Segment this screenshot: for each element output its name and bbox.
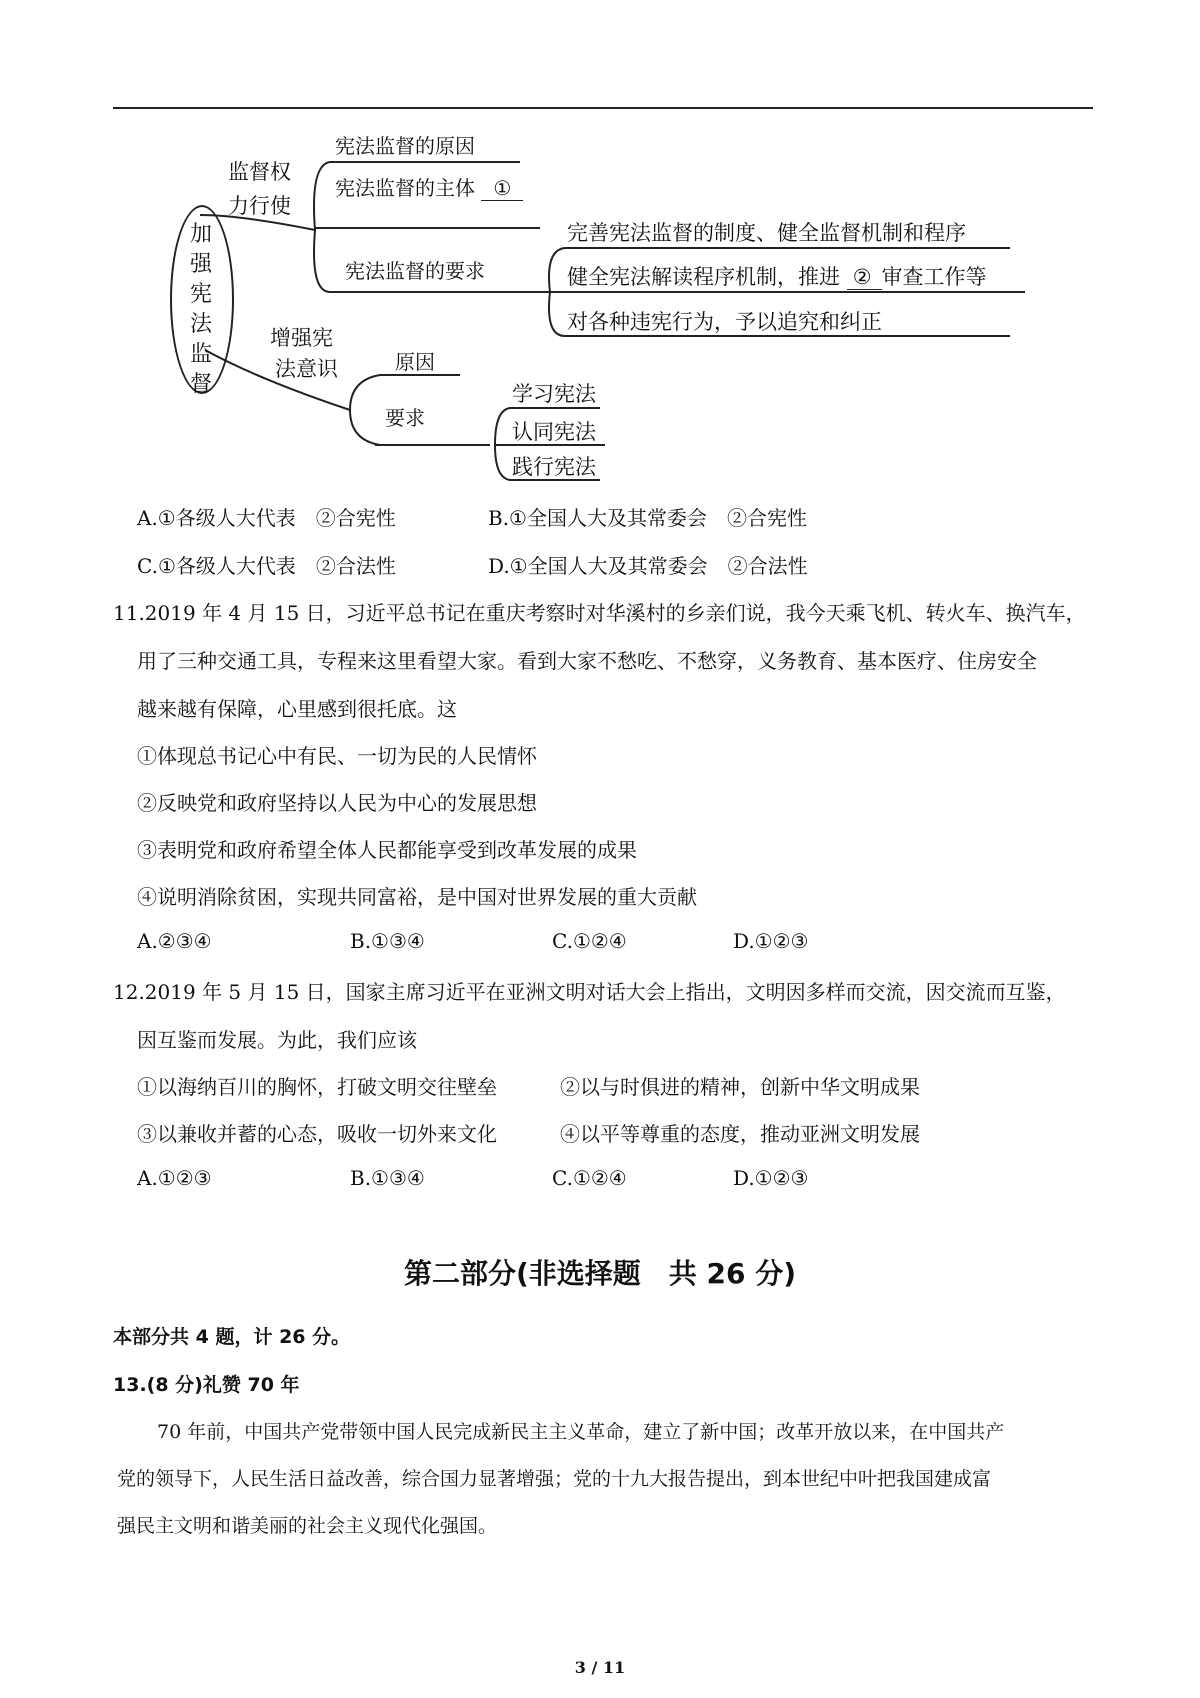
branch2-label-line2: 法意识 xyxy=(275,357,338,381)
q12-option-c: C.①②④ xyxy=(552,1166,627,1190)
q10-option-b: B.①全国人大及其常委会 ②合宪性 xyxy=(488,506,807,530)
center-char: 强 xyxy=(189,252,212,277)
requirements-label: 宪法监督的要求 xyxy=(345,259,485,283)
q12-statement-4: ④以平等尊重的态度，推动亚洲文明发展 xyxy=(560,1122,920,1146)
blank-1: ① xyxy=(481,176,523,201)
page-number: 3 / 11 xyxy=(574,1658,626,1677)
requirement-item-1: 完善宪法监督的制度、健全监督机制和程序 xyxy=(567,221,966,245)
q12-statement-1: ①以海纳百川的胸怀，打破文明交往壁垒 xyxy=(137,1075,497,1099)
center-char: 监 xyxy=(189,342,212,367)
q11-statement-1: ①体现总书记心中有民、一切为民的人民情怀 xyxy=(137,744,537,768)
q11-option-d: D.①②③ xyxy=(733,929,809,953)
q12-stem-line2: 因互鉴而发展。为此，我们应该 xyxy=(137,1028,417,1052)
q12-option-a: A.①②③ xyxy=(137,1166,212,1190)
q12-option-d: D.①②③ xyxy=(733,1166,809,1190)
branch1-label-line1: 监督权 xyxy=(228,160,291,184)
r2-prefix: 健全宪法解读程序机制，推进 xyxy=(567,265,840,289)
q11-option-b: B.①③④ xyxy=(350,929,425,953)
q12-option-b: B.①③④ xyxy=(350,1166,425,1190)
reason-label: 宪法监督的原因 xyxy=(335,134,475,158)
mind-map-diagram xyxy=(0,0,1200,500)
q11-statement-2: ②反映党和政府坚持以人民为中心的发展思想 xyxy=(137,791,537,815)
study-constitution: 学习宪法 xyxy=(512,382,596,406)
q10-option-a: A.①各级人大代表 ②合宪性 xyxy=(137,506,396,530)
identify-constitution: 认同宪法 xyxy=(512,420,596,444)
subject-label xyxy=(335,172,523,201)
q10-option-c: C.①各级人大代表 ②合法性 xyxy=(137,554,396,578)
blank-2: ② xyxy=(847,265,882,290)
bracket-branch2 xyxy=(350,375,380,445)
center-char: 督 xyxy=(189,372,212,397)
q11-stem-line1: 11.2019 年 4 月 15 日，习近平总书记在重庆考察时对华溪村的乡亲们说，我今天乘飞机、转火车、换汽车， xyxy=(113,601,1086,625)
q11-option-a: A.②③④ xyxy=(137,929,212,953)
branch2-requirements: 要求 xyxy=(385,406,425,430)
branch2-label-line1: 增强宪 xyxy=(270,326,333,350)
branch1-label-line2: 力行使 xyxy=(228,194,291,218)
requirement-item-2 xyxy=(567,261,987,291)
center-char: 加 xyxy=(189,222,212,247)
center-label xyxy=(187,220,215,400)
q11-statement-3: ③表明党和政府希望全体人民都能享受到改革发展的成果 xyxy=(137,838,637,862)
center-char: 宪 xyxy=(189,282,212,307)
q13-line3: 强民主文明和谐美丽的社会主义现代化强国。 xyxy=(117,1515,498,1537)
q12-stem-line1: 12.2019 年 5 月 15 日，国家主席习近平在亚洲文明对话大会上指出，文明因多样而交流，因交流而互鉴， xyxy=(113,980,1066,1004)
q10-option-d: D.①全国人大及其常委会 ②合法性 xyxy=(488,554,808,578)
center-char: 法 xyxy=(189,312,212,337)
q13-line1: 70 年前，中国共产党带领中国人民完成新民主主义革命，建立了新中国；改革开放以来，在中国共产 xyxy=(157,1421,1005,1443)
q11-stem-line3: 越来越有保障，心里感到很托底。这 xyxy=(137,697,457,721)
practice-constitution: 践行宪法 xyxy=(512,455,596,479)
part2-note: 本部分共 4 题，计 26 分。 xyxy=(113,1326,351,1348)
q12-statement-3: ③以兼收并蓄的心态，吸收一切外来文化 xyxy=(137,1122,497,1146)
q11-statement-4: ④说明消除贫困，实现共同富裕，是中国对世界发展的重大贡献 xyxy=(137,885,697,909)
requirement-item-3: 对各种违宪行为，予以追究和纠正 xyxy=(567,310,882,334)
q11-stem-line2: 用了三种交通工具，专程来这里看望大家。看到大家不愁吃、不愁穿，义务教育、基本医疗、住房安全 xyxy=(137,649,1037,673)
q13-line2: 党的领导下，人民生活日益改善，综合国力显著增强；党的十九大报告提出，到本世纪中叶把我国建成富 xyxy=(117,1468,992,1490)
q13-title: 13.(8 分)礼赞 70 年 xyxy=(113,1374,300,1396)
branch2-reason: 原因 xyxy=(395,350,435,374)
q11-option-c: C.①②④ xyxy=(552,929,627,953)
subject-prefix: 宪法监督的主体 xyxy=(335,176,475,200)
q12-statement-2: ②以与时俱进的精神，创新中华文明成果 xyxy=(560,1075,920,1099)
part2-title: 第二部分(非选择题 共 26 分) xyxy=(403,1257,797,1290)
r2-suffix: 审查工作等 xyxy=(881,265,987,289)
